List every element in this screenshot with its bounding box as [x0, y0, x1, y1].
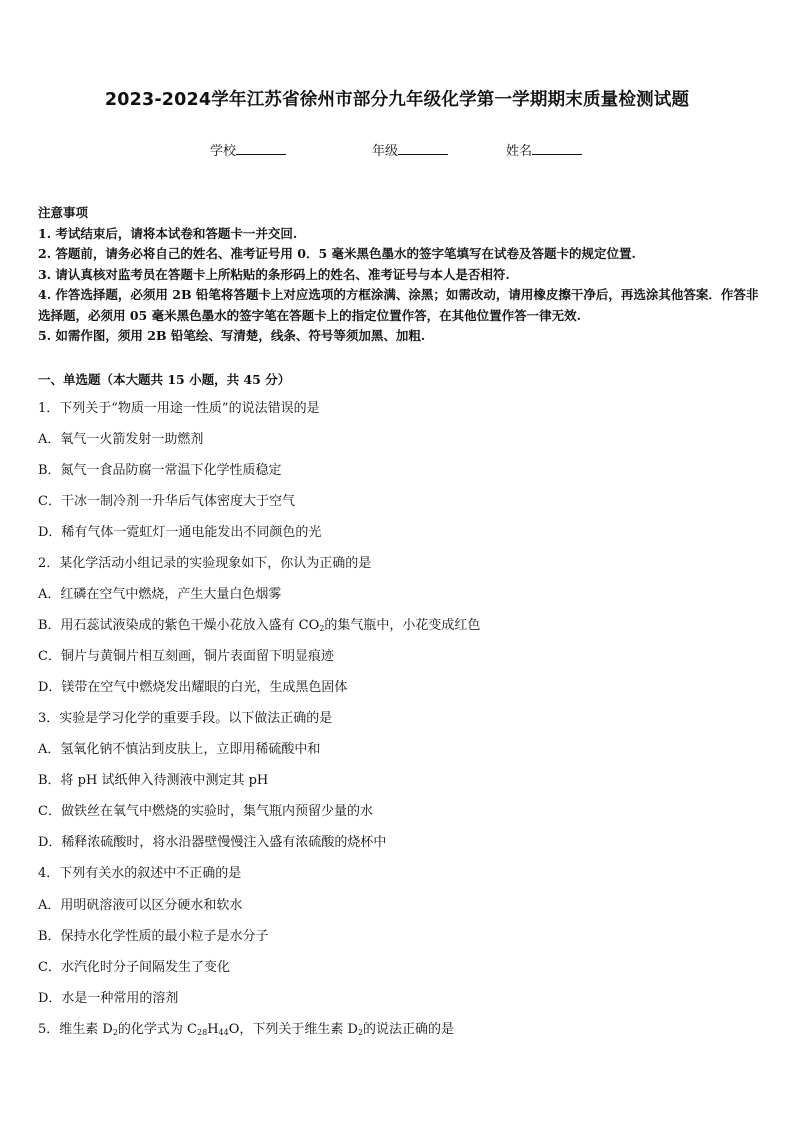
- question-3-option-d: D．稀释浓硫酸时，将水沿器壁慢慢注入盛有浓硫酸的烧杯中: [38, 835, 387, 850]
- question-4-option-b: B．保持水化学性质的最小粒子是水分子: [38, 929, 269, 944]
- notice-item: 4. 作答选择题，必须用 2B 铅笔将答题卡上对应选项的方框涂满、涂黑；如需改动，请用橡皮擦干净后，再选涂其他答案．作答非选择题，必须用 05 毫米黑色墨水的签字笔在答题卡上的指定位置作答，在其他位置作答一律无效.: [38, 287, 759, 323]
- q5-text-3: H: [207, 1022, 219, 1037]
- q5-sub-2: 28: [197, 1028, 208, 1037]
- question-3-option-c: C．做铁丝在氧气中燃烧的实验时，集气瓶内预留少量的水: [38, 804, 373, 819]
- school-field[interactable]: [210, 140, 286, 159]
- q5-text-1: 5．维生素 D: [38, 1022, 113, 1037]
- name-label: 姓名: [506, 144, 533, 159]
- question-2-stem: 2．某化学活动小组记录的实验现象如下，你认为正确的是: [38, 556, 372, 571]
- student-info-row: [0, 140, 794, 160]
- question-4-option-a: A．用明矾溶液可以区分硬水和软水: [38, 898, 243, 913]
- grade-blank[interactable]: [398, 141, 448, 155]
- question-3-option-b: B．将 pH 试纸伸入待测液中测定其 pH: [38, 773, 269, 788]
- school-blank[interactable]: [236, 141, 286, 155]
- grade-field[interactable]: [372, 140, 448, 159]
- q5-text-4: O，下列关于维生素 D: [228, 1022, 358, 1037]
- question-3-option-a: A．氢氧化钠不慎沾到皮肤上，立即用稀硫酸中和: [38, 742, 321, 757]
- question-2-option-b: [38, 614, 762, 633]
- question-2-option-d: D．镁带在空气中燃烧发出耀眼的白光，生成黑色固体: [38, 680, 348, 695]
- q2b-text-1: B．用石蕊试液染成的紫色干燥小花放入盛有 CO: [38, 618, 320, 633]
- name-blank[interactable]: [532, 141, 582, 155]
- exam-title: 2023-2024学年江苏省徐州市部分九年级化学第一学期期末质量检测试题: [104, 90, 690, 110]
- notice-item: 3. 请认真核对监考员在答题卡上所粘贴的条形码上的姓名、准考证号与本人是否相符.: [38, 266, 510, 282]
- name-field[interactable]: [506, 140, 582, 159]
- q5-text-5: 的说法正确的是: [363, 1022, 455, 1037]
- question-1-option-d: D．稀有气体一霓虹灯一通电能发出不同颜色的光: [38, 525, 322, 540]
- q2b-subscript: 2: [319, 624, 325, 633]
- q5-sub-4: 2: [357, 1028, 364, 1037]
- question-4-option-d: D．水是一种常用的溶剂: [38, 991, 179, 1006]
- q2b-text-2: 的集气瓶中，小花变成红色: [324, 618, 481, 633]
- question-1-option-c: C．干冰一制冷剂一升华后气体密度大于空气: [38, 494, 295, 509]
- question-2-option-a: A．红磷在空气中燃烧，产生大量白色烟雾: [38, 587, 282, 602]
- question-4-stem: 4．下列有关水的叙述中不正确的是: [38, 866, 242, 881]
- question-4-option-c: C．水汽化时分子间隔发生了变化: [38, 960, 230, 975]
- question-3-stem: 3．实验是学习化学的重要手段。以下做法正确的是: [38, 711, 333, 726]
- question-1-stem: 1．下列关于“物质一用途一性质”的说法错误的是: [38, 401, 320, 416]
- notice-item: 2. 答题前，请务必将自己的姓名、准考证号用 0．5 毫米黑色墨水的签字笔填写在试卷及答题卡的规定位置.: [38, 246, 636, 261]
- question-5-stem: [38, 1018, 762, 1037]
- notice-heading: 注意事项: [38, 205, 89, 220]
- notice-item: 1. 考试结束后，请将本试卷和答题卡一并交回.: [38, 225, 298, 241]
- grade-label: 年级: [372, 144, 399, 159]
- school-label: 学校: [210, 144, 237, 159]
- section-title: 一、单选题（本大题共 15 小题，共 45 分）: [38, 372, 291, 387]
- q5-text-2: 的化学式为 C: [117, 1022, 198, 1037]
- notice-block: [38, 203, 762, 347]
- notice-item: 5. 如需作图，须用 2B 铅笔绘、写清楚，线条、符号等须加黑、加粗.: [38, 328, 426, 343]
- question-1-option-b: B．氮气一食品防腐一常温下化学性质稳定: [38, 463, 282, 478]
- question-2-option-c: C．铜片与黄铜片相互刻画，铜片表面留下明显痕迹: [38, 649, 334, 664]
- question-1-option-a: A．氧气一火箭发射一助燃剂: [38, 432, 204, 447]
- q5-sub-3: 44: [218, 1028, 229, 1037]
- q5-sub-1: 2: [112, 1028, 118, 1037]
